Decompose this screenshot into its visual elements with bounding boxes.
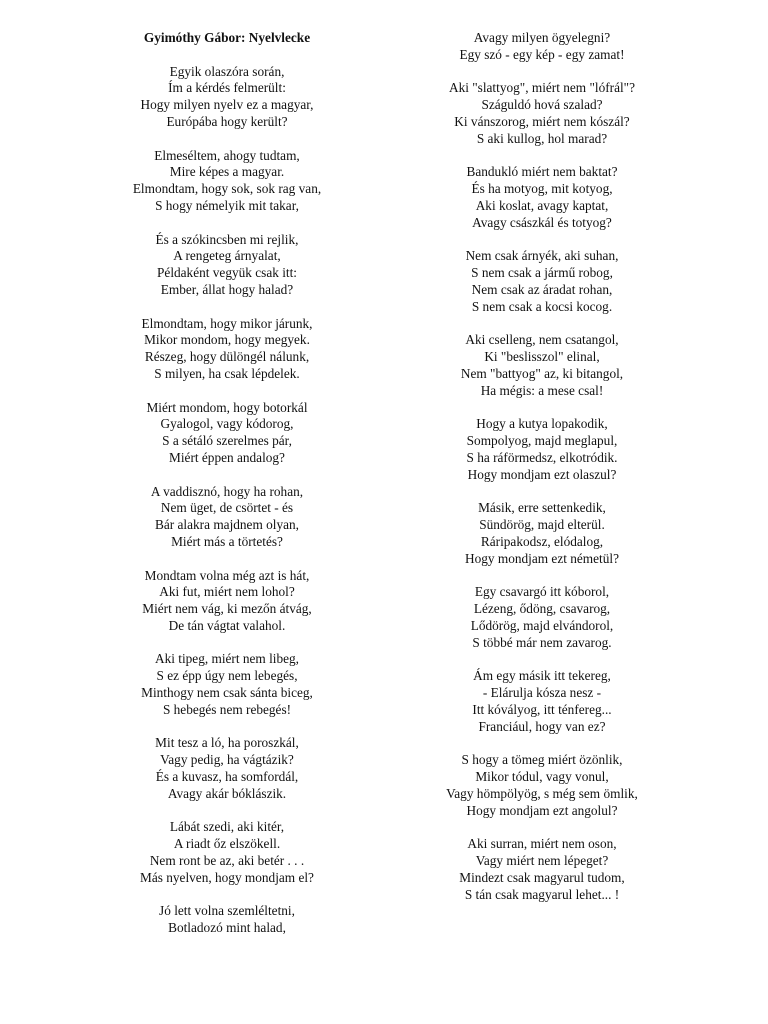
stanza	[85, 148, 369, 215]
poem-line: Aki koslat, avagy kaptat,	[475, 197, 609, 213]
poem-line: Mikor tódul, vagy vonul,	[475, 769, 609, 785]
poem-title: Gyimóthy Gábor: Nyelvlecke	[143, 30, 311, 45]
poem-line: Ám egy másik itt tekereg,	[473, 668, 611, 684]
poem-line: S hogy a tömeg miért özönlik,	[461, 752, 623, 768]
stanza	[398, 30, 686, 64]
poem-line: Mit tesz a ló, ha poroszkál,	[155, 735, 299, 751]
poem-line: Miért mondom, hogy botorkál	[146, 399, 308, 415]
poem-line: És a szókincsben mi rejlik,	[155, 231, 299, 247]
poem-line: Sündörög, majd elterül.	[479, 517, 605, 533]
stanza	[85, 400, 369, 467]
poem-line: Vagy miért nem lépeget?	[475, 853, 609, 869]
poem-line: S tán csak magyarul lehet... !	[464, 886, 620, 902]
poem-line: Botladozó mint halad,	[168, 920, 286, 936]
poem-line: De tán vágtat valahol.	[168, 617, 286, 633]
stanza	[398, 668, 686, 735]
poem-line: És ha motyog, mit kotyog,	[471, 181, 613, 197]
stanza	[85, 903, 369, 937]
poem-line: Ember, állat hogy halad?	[160, 281, 294, 297]
poem-line: Bár alakra majdnem olyan,	[155, 517, 299, 533]
poem-right-column	[398, 30, 686, 920]
poem-line: Mindezt csak magyarul tudom,	[459, 869, 625, 885]
poem-line: Franciául, hogy van ez?	[478, 718, 606, 734]
poem-line: Hogy milyen nyelv ez a magyar,	[140, 97, 314, 113]
poem-line: S ez épp úgy nem lebegés,	[156, 668, 298, 684]
poem-line: Nem "battyog" az, ki bitangol,	[460, 365, 624, 381]
poem-line: Avagy akár bóklászik.	[167, 785, 287, 801]
right-stanzas	[398, 30, 686, 903]
poem-line: S hebegés nem rebegés!	[162, 701, 292, 717]
poem-line: Miért éppen andalog?	[169, 449, 285, 465]
stanza	[398, 836, 686, 903]
poem-line: Mondtam volna még azt is hát,	[144, 567, 310, 583]
stanza	[85, 64, 369, 131]
poem-line: Nem ront be az, aki betér . . .	[149, 853, 305, 869]
poem-line: Elmondtam, hogy sok, sok rag van,	[132, 181, 322, 197]
poem-line: Aki surran, miért nem oson,	[467, 836, 617, 852]
stanza	[85, 232, 369, 299]
poem-line: S aki kullog, hol marad?	[476, 130, 608, 146]
poem-line: A rengeteg árnyalat,	[173, 248, 281, 264]
poem-line: Aki cselleng, nem csatangol,	[465, 332, 619, 348]
poem-line: Nem üget, de csörtet - és	[160, 500, 294, 516]
poem-line: Gyalogol, vagy kódorog,	[160, 416, 294, 432]
poem-line: Avagy császkál és totyog?	[472, 214, 612, 230]
poem-line: Miért más a törtetés?	[171, 533, 283, 549]
poem-line: Aki tipeg, miért nem libeg,	[154, 651, 300, 667]
poem-line: Avagy milyen ögyelegni?	[473, 30, 611, 45]
poem-line: A riadt őz elszökell.	[173, 836, 281, 852]
poem-line: Miért nem vág, ki mezőn átvág,	[142, 601, 312, 617]
poem-line: Részeg, hogy dülöngél nálunk,	[144, 349, 310, 365]
poem-line: Itt kóvályog, itt ténfereg...	[472, 701, 612, 717]
poem-line: Ráripakodsz, elódalog,	[480, 533, 604, 549]
poem-line: Más nyelven, hogy mondjam el?	[140, 869, 314, 885]
poem-line: Lézeng, ődöng, csavarog,	[473, 601, 611, 617]
stanza	[398, 752, 686, 819]
poem-line: S nem csak a jármű robog,	[471, 265, 613, 281]
poem-line: Hogy mondjam ezt németül?	[465, 550, 619, 566]
stanza	[398, 80, 686, 147]
poem-line: Hogy mondjam ezt angolul?	[466, 802, 618, 818]
poem-line: Egy szó - egy kép - egy zamat!	[459, 46, 625, 62]
stanza	[398, 584, 686, 651]
poem-line: Hogy a kutya lopakodik,	[476, 416, 608, 432]
poem-line: S többé már nem zavarog.	[472, 634, 612, 650]
poem-line: Száguldó hová szalad?	[481, 97, 603, 113]
poem-line: Lődörög, majd elvándorol,	[470, 617, 614, 633]
poem-line: Ki "beslisszol" elinal,	[484, 349, 600, 365]
poem-line: S a sétáló szerelmes pár,	[162, 433, 292, 449]
left-stanzas	[85, 64, 369, 937]
poem-line: Másik, erre settenkedik,	[478, 500, 606, 516]
poem-line: Bandukló miért nem baktat?	[466, 164, 618, 180]
poem-line: Sompolyog, majd meglapul,	[466, 433, 618, 449]
poem-line: Példaként vegyük csak itt:	[157, 265, 297, 281]
poem-line: S ha ráförmedsz, elkotródik.	[466, 449, 618, 465]
poem-line: Elmeséltem, ahogy tudtam,	[154, 147, 300, 163]
poem-line: Mire képes a magyar.	[169, 164, 285, 180]
stanza	[398, 164, 686, 231]
poem-line: Európába hogy került?	[166, 113, 288, 129]
poem-line: Mikor mondom, hogy megyek.	[144, 332, 310, 348]
poem-line: Nem csak árnyék, aki suhan,	[465, 248, 619, 264]
poem-line: - Elárulja kósza nesz -	[482, 685, 602, 701]
poem-line: Vagy pedig, ha vágtázik?	[160, 752, 294, 768]
poem-line: Lábát szedi, aki kitér,	[169, 819, 285, 835]
stanza	[398, 416, 686, 483]
stanza	[85, 651, 369, 718]
stanza	[85, 316, 369, 383]
poem-line: Aki "slattyog", miért nem "lófrál"?	[448, 80, 636, 96]
poem-line: Ha mégis: a mese csal!	[480, 382, 604, 398]
poem-line: Egy csavargó itt kóborol,	[474, 584, 610, 600]
poem-line: Hogy mondjam ezt olaszul?	[467, 466, 617, 482]
poem-line: Elmondtam, hogy mikor járunk,	[141, 315, 313, 331]
poem-line: És a kuvasz, ha somfordál,	[155, 769, 299, 785]
poem-line: S milyen, ha csak lépdelek.	[154, 365, 300, 381]
poem-line: S hogy némelyik mit takar,	[155, 197, 299, 213]
stanza	[85, 735, 369, 802]
poem-line: Egyik olaszóra során,	[169, 63, 285, 79]
stanza	[398, 500, 686, 567]
stanza	[398, 332, 686, 399]
poem-line: Nem csak az áradat rohan,	[471, 281, 613, 297]
poem-line: S nem csak a kocsi kocog.	[471, 298, 613, 314]
poem-line: Vagy hömpölyög, s még sem ömlik,	[446, 785, 638, 801]
poem-line: Ím a kérdés felmerült:	[168, 80, 286, 96]
poem-line: Ki vánszorog, miért nem kószál?	[454, 113, 630, 129]
poem-line: Minthogy nem csak sánta biceg,	[141, 685, 313, 701]
poem-line: A vaddisznó, hogy ha rohan,	[150, 483, 304, 499]
stanza	[85, 568, 369, 635]
poem-line: Jó lett volna szemléltetni,	[159, 903, 295, 919]
stanza	[85, 484, 369, 551]
poem-left-column	[85, 30, 369, 954]
poem-line: Aki fut, miért nem lohol?	[159, 584, 295, 600]
stanza	[85, 819, 369, 886]
stanza	[398, 248, 686, 315]
